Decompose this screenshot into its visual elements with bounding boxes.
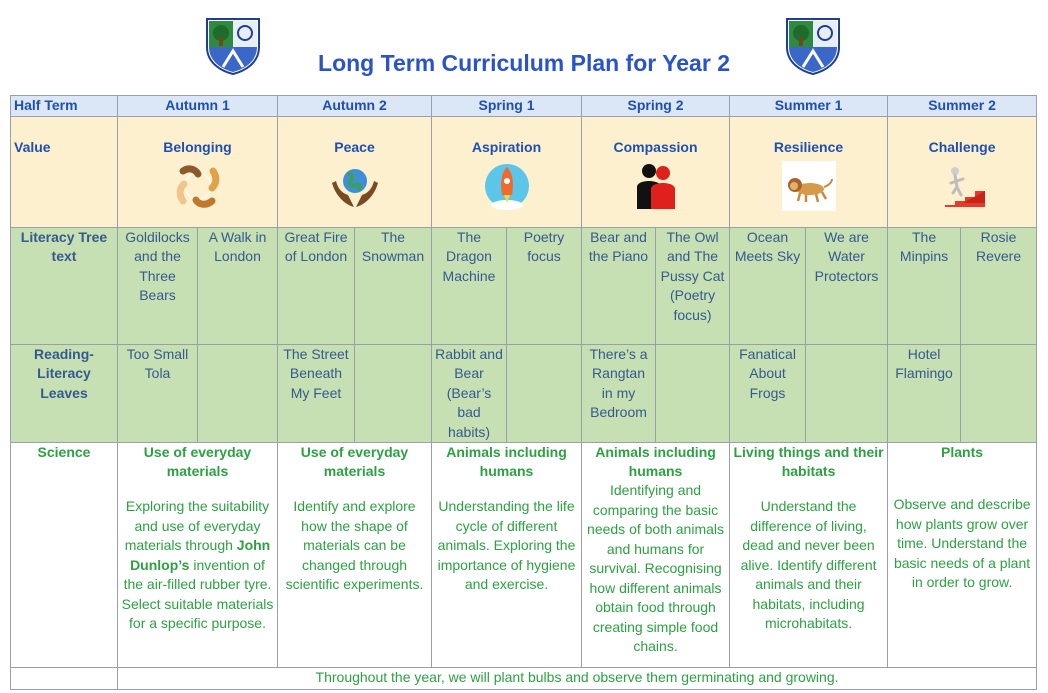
header-row xyxy=(11,96,1037,117)
literacy-tree-row xyxy=(11,227,1037,344)
value-name: Compassion xyxy=(613,138,698,155)
reading-leaves-cell xyxy=(961,344,1037,443)
header-label: Half Term xyxy=(11,96,118,117)
science-topic: Plants xyxy=(941,444,984,460)
science-label: Science xyxy=(11,443,118,668)
science-description: Observe and describe how plants grow over time. Understand the basic needs of a plant in order to grow. xyxy=(893,496,1031,590)
science-topic: Living things and their habitats xyxy=(733,444,884,479)
literacy-tree-cell: Great Fire of London xyxy=(278,227,355,344)
science-topic: Use of everyday materials xyxy=(300,444,409,479)
science-topic: Animals including humans xyxy=(446,444,567,479)
value-cell xyxy=(278,116,432,227)
science-topic: Animals including humans xyxy=(595,444,716,479)
footer-note: Throughout the year, we will plant bulbs and observe them germinating and growing. xyxy=(118,668,1037,690)
reading-leaves-cell: The Street Beneath My Feet xyxy=(278,344,355,443)
literacy-tree-cell: The Owl and The Pussy Cat (Poetry focus) xyxy=(656,227,730,344)
value-row xyxy=(11,116,1037,227)
reading-leaves-cell: There’s a Rangtan in my Bedroom xyxy=(582,344,656,443)
literacy-tree-cell: Goldilocks and the Three Bears xyxy=(118,227,198,344)
reading-leaves-cell xyxy=(507,344,582,443)
literacy-tree-cell: Poetry focus xyxy=(507,227,582,344)
literacy-tree-cell: A Walk in London xyxy=(198,227,278,344)
science-description: Identifying and comparing the basic needs of both animals and humans for survival. Recognising how different animals obtain food through creating simple food chains. xyxy=(587,482,725,654)
lion-icon xyxy=(782,161,836,211)
science-cell xyxy=(730,443,888,668)
page-title: Long Term Curriculum Plan for Year 2 xyxy=(318,50,730,76)
term-spring-1: Spring 1 xyxy=(432,96,582,117)
term-autumn-2: Autumn 2 xyxy=(278,96,432,117)
value-row-label: Value xyxy=(11,116,118,227)
footer-empty-cell xyxy=(11,668,118,690)
hands-globe-icon xyxy=(328,161,382,211)
reading-leaves-cell: Hotel Flamingo xyxy=(888,344,961,443)
value-cell xyxy=(118,116,278,227)
literacy-tree-label: Literacy Tree text xyxy=(11,227,118,344)
value-cell xyxy=(888,116,1037,227)
science-cell xyxy=(118,443,278,668)
literacy-tree-cell: Rosie Revere xyxy=(961,227,1037,344)
reading-leaves-row xyxy=(11,344,1037,443)
science-row xyxy=(11,443,1037,668)
curriculum-table xyxy=(10,95,1037,690)
literacy-tree-cell: The Minpins xyxy=(888,227,961,344)
rocket-icon xyxy=(480,161,534,211)
value-name: Peace xyxy=(334,138,375,155)
term-summer-1: Summer 1 xyxy=(730,96,888,117)
value-cell xyxy=(582,116,730,227)
value-name: Aspiration xyxy=(471,138,542,155)
science-cell xyxy=(278,443,432,668)
hugging-people-icon xyxy=(629,161,683,211)
science-cell xyxy=(888,443,1037,668)
science-description: Exploring the suitability and use of everyday materials through John Dunlop’s invention of the air-filled rubber tyre. Select suitable materials for a specific purpose. xyxy=(121,498,274,631)
joined-hands-icon xyxy=(171,161,225,211)
value-name: Belonging xyxy=(163,138,232,155)
value-cell xyxy=(730,116,888,227)
literacy-tree-cell: Ocean Meets Sky xyxy=(730,227,806,344)
reading-leaves-cell xyxy=(806,344,888,443)
reading-leaves-cell xyxy=(355,344,432,443)
literacy-tree-cell: The Snowman xyxy=(355,227,432,344)
science-description: Identify and explore how the shape of materials can be changed through scientific experiments. xyxy=(285,498,424,592)
literacy-tree-cell: The Dragon Machine xyxy=(432,227,507,344)
value-name: Challenge xyxy=(928,138,996,155)
climbing-stairs-icon xyxy=(935,161,989,211)
reading-leaves-cell: Rabbit and Bear (Bear’s bad habits) xyxy=(432,344,507,443)
term-autumn-1: Autumn 1 xyxy=(118,96,278,117)
value-cell xyxy=(432,116,582,227)
reading-leaves-cell xyxy=(656,344,730,443)
science-topic: Use of everyday materials xyxy=(143,444,252,479)
term-summer-2: Summer 2 xyxy=(888,96,1037,117)
reading-leaves-cell: Too Small Tola xyxy=(118,344,198,443)
value-name: Resilience xyxy=(773,138,844,155)
reading-leaves-cell xyxy=(198,344,278,443)
science-description: Understand the difference of living, dead and never been alive. Identify different animals and their habitats, including microhabitats. xyxy=(740,498,877,631)
literacy-tree-cell: Bear and the Piano xyxy=(582,227,656,344)
footer-row xyxy=(11,668,1037,690)
science-description: Understanding the life cycle of different animals. Exploring the importance of hygiene and exercise. xyxy=(437,498,576,592)
literacy-tree-cell: We are Water Protectors xyxy=(806,227,888,344)
science-cell xyxy=(582,443,730,668)
science-cell xyxy=(432,443,582,668)
term-spring-2: Spring 2 xyxy=(582,96,730,117)
reading-leaves-label: Reading- Literacy Leaves xyxy=(11,344,118,443)
reading-leaves-cell: Fanatical About Frogs xyxy=(730,344,806,443)
